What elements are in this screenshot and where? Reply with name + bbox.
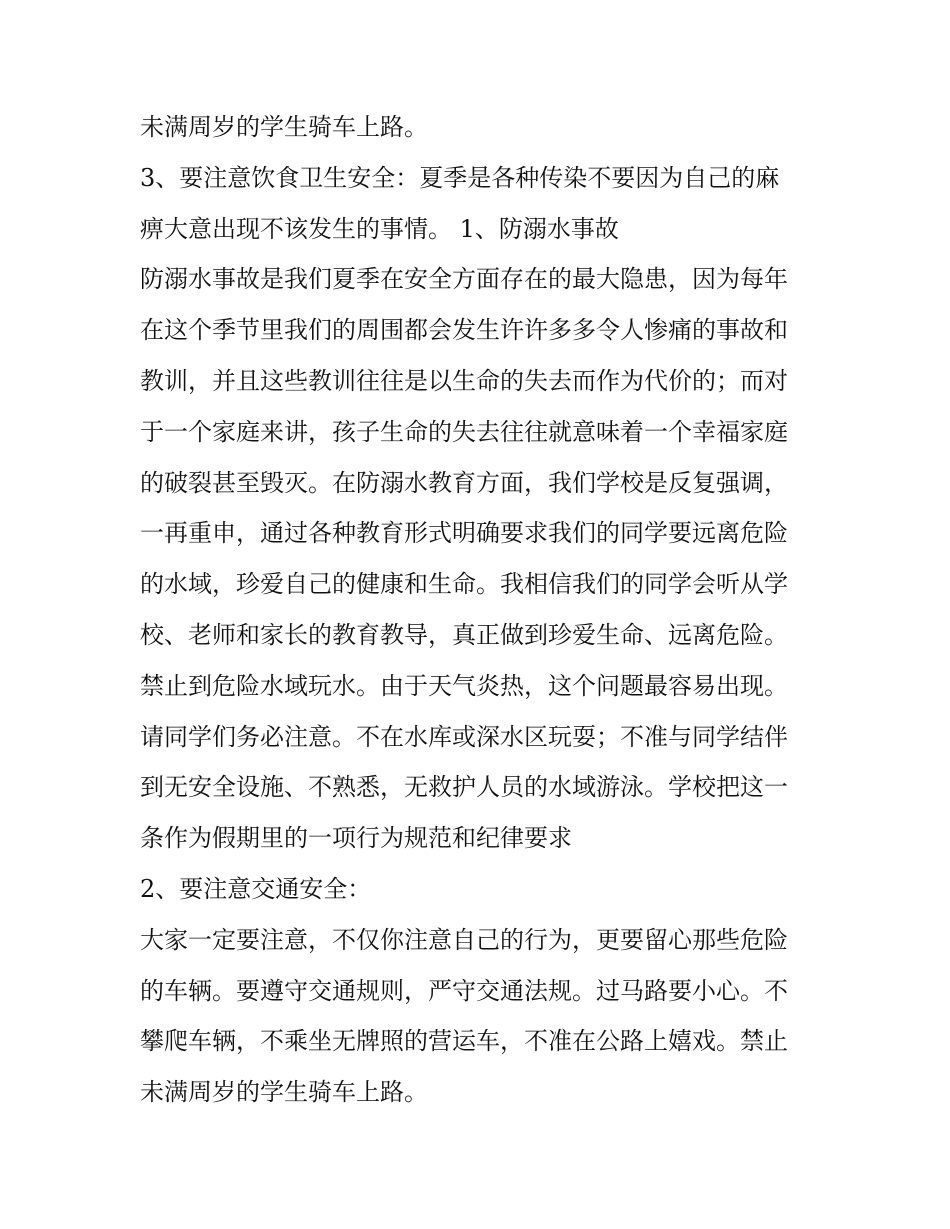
document-body — [140, 102, 820, 1118]
text-line: 到无安全设施、不熟悉，无救护人员的水域游泳。学校把这一 — [140, 773, 788, 802]
text-line: 的破裂甚至毁灭。在防溺水教育方面，我们学校是反复强调， — [140, 468, 788, 497]
text-line: 的水域，珍爱自己的健康和生命。我相信我们的同学会听从学 — [140, 570, 788, 599]
text-line: 防溺水事故是我们夏季在安全方面存在的最大隐患，因为每年 — [140, 265, 788, 294]
text-line: 于一个家庭来讲，孩子生命的失去往往就意味着一个幸福家庭 — [140, 417, 788, 446]
text-line: 条作为假期里的一项行为规范和纪律要求 — [140, 824, 572, 853]
text-line: 一再重申，通过各种教育形式明确要求我们的同学要远离危险 — [140, 519, 788, 548]
text-line: 教训，并且这些教训往往是以生命的失去而作为代价的；而对 — [140, 366, 788, 395]
text-line: 的车辆。要遵守交通规则，严守交通法规。过马路要小心。不 — [140, 976, 788, 1005]
text-line: 在这个季节里我们的周围都会发生许许多多令人惨痛的事故和 — [140, 316, 788, 345]
text-line: 大家一定要注意，不仅你注意自己的行为，更要留心那些危险 — [140, 925, 788, 954]
text-line: 未满周岁的学生骑车上路。 — [140, 1078, 428, 1107]
text-line: 校、老师和家长的教育教导，真正做到珍爱生命、远离危险。 — [140, 620, 788, 649]
text-line: 禁止到危险水域玩水。由于天气炎热，这个问题最容易出现。 — [140, 671, 788, 700]
text-line: 请同学们务必注意。不在水库或深水区玩耍；不准与同学结伴 — [140, 722, 788, 751]
text-line: 攀爬车辆，不乘坐无牌照的营运车，不准在公路上嬉戏。禁止 — [140, 1027, 788, 1056]
text-line: 痹大意出现不该发生的事情。 1、防溺水事故 — [140, 214, 619, 243]
text-line: 未满周岁的学生骑车上路。 — [140, 113, 428, 141]
text-line: 2、要注意交通安全： — [140, 874, 372, 903]
text-line: 3、要注意饮食卫生安全：夏季是各种传染不要因为自己的麻 — [140, 163, 780, 192]
